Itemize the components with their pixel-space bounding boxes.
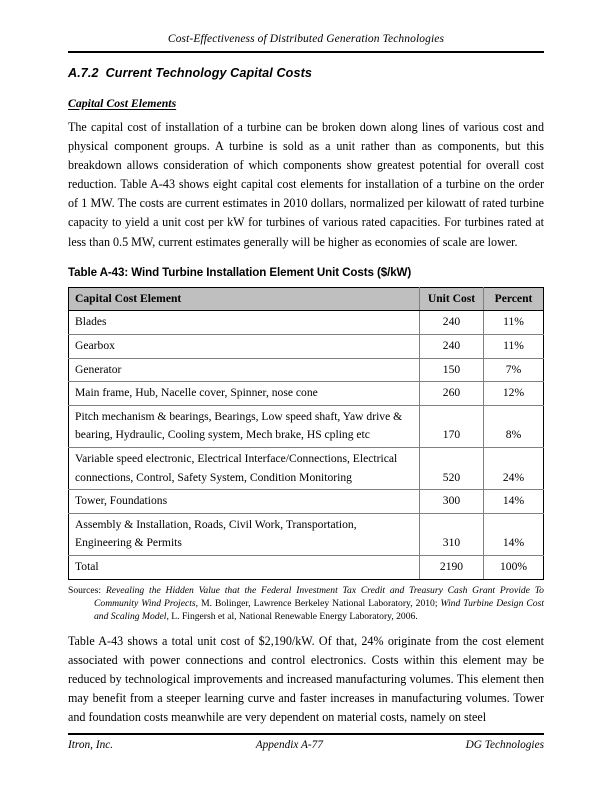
table-row: [69, 490, 544, 514]
cell-unit-cost: 300: [420, 490, 484, 514]
cell-percent: 14%: [484, 514, 544, 556]
cell-element: Blades: [69, 311, 420, 335]
running-header: Cost-Effectiveness of Distributed Generation Technologies: [167, 33, 445, 45]
cell-percent: 7%: [484, 358, 544, 382]
cell-element: Total: [69, 556, 420, 580]
section-title: Current Technology Capital Costs: [105, 66, 312, 80]
header-divider: [68, 51, 544, 53]
cell-element: Generator: [69, 358, 420, 382]
table-header-row: [69, 288, 544, 311]
sub-heading: Capital Cost Elements: [68, 96, 177, 110]
cell-unit-cost: 240: [420, 334, 484, 358]
sources-text: Revealing the Hidden Value that the Federal Investment Tax Credit and Treasury Cash Grant Provide To Community Wind Projects, M. Bolinger, Lawrence Berkeley National Laboratory, 2010; Wind Turbine Design Cost and Scaling Model, L. Fingersh et al, National Renewable Energy Laboratory, 2006.: [94, 585, 544, 623]
table-row: [69, 358, 544, 382]
cell-unit-cost: 310: [420, 514, 484, 556]
cell-unit-cost: 2190: [420, 556, 484, 580]
sources-label: Sources:: [68, 585, 102, 596]
cell-element: Gearbox: [69, 334, 420, 358]
column-header-element: Capital Cost Element: [69, 288, 420, 311]
cell-unit-cost: 260: [420, 382, 484, 406]
table-body: [69, 311, 544, 580]
cell-percent: 11%: [484, 311, 544, 335]
cell-unit-cost: 520: [420, 448, 484, 490]
table-row: [69, 334, 544, 358]
section-heading: [68, 66, 312, 80]
table-caption: Table A-43: Wind Turbine Installation Element Unit Costs ($/kW): [68, 266, 412, 279]
cell-percent: 8%: [484, 406, 544, 448]
cell-element: Variable speed electronic, Electrical Interface/Connections, Electrical connections, Control, Safety System, Condition Monitoring: [69, 448, 420, 490]
footer-appendix: Appendix A-77: [255, 739, 323, 751]
footer-section: DG Technologies: [465, 739, 544, 751]
cell-element: Assembly & Installation, Roads, Civil Work, Transportation, Engineering & Permits: [69, 514, 420, 556]
cell-percent: 24%: [484, 448, 544, 490]
table-row: [69, 406, 544, 448]
cell-element: Main frame, Hub, Nacelle cover, Spinner, nose cone: [69, 382, 420, 406]
section-number: A.7.2: [68, 66, 99, 80]
paragraph-after-table: Table A-43 shows a total unit cost of $2,190/kW. Of that, 24% originate from the cost element associated with power connections and control electronics. Costs within this element may be reduced by technological improvements and increased manufacturing volumes. This element then may benefit from a steeper learning curve and faster increases in manufacturing volumes. Tower and foundation costs meanwhile are very dependent on material costs, namely on steel: [68, 634, 544, 725]
cell-unit-cost: 170: [420, 406, 484, 448]
footer-divider: [68, 733, 544, 735]
table-row: [69, 382, 544, 406]
cell-element: Pitch mechanism & bearings, Bearings, Low speed shaft, Yaw drive & bearing, Hydraulic, Cooling system, Mech brake, HS cpling etc: [69, 406, 420, 448]
column-header-unit-cost: Unit Cost: [420, 288, 484, 311]
capital-cost-table: [68, 287, 544, 580]
table-row: [69, 514, 544, 556]
column-header-percent: Percent: [484, 288, 544, 311]
paragraph-intro: The capital cost of installation of a turbine can be broken down along lines of various cost and physical component groups. A turbine is sold as a unit rather than as components, but this breakdown allows consideration of which components show greatest potential for overall cost reduction. Table A-43 shows eight capital cost elements for installation of a turbine on the order of 1 MW. The costs are current estimates in 2010 dollars, normalized per kilowatt of rated turbine capacity to yield a unit cost per kW for turbines of various rated capacities. For turbines rated at less than 0.5 MW, current estimates generally will be higher as economies of scale are lower.: [68, 120, 544, 249]
cell-percent: 100%: [484, 556, 544, 580]
footer-company: Itron, Inc.: [68, 739, 114, 751]
cell-unit-cost: 240: [420, 311, 484, 335]
cell-percent: 14%: [484, 490, 544, 514]
table-row-total: [69, 556, 544, 580]
cell-element: Tower, Foundations: [69, 490, 420, 514]
sources-note: [68, 584, 544, 623]
cell-percent: 11%: [484, 334, 544, 358]
cell-percent: 12%: [484, 382, 544, 406]
cell-unit-cost: 150: [420, 358, 484, 382]
page-footer: [68, 739, 544, 751]
table-row: [69, 311, 544, 335]
table-row: [69, 448, 544, 490]
